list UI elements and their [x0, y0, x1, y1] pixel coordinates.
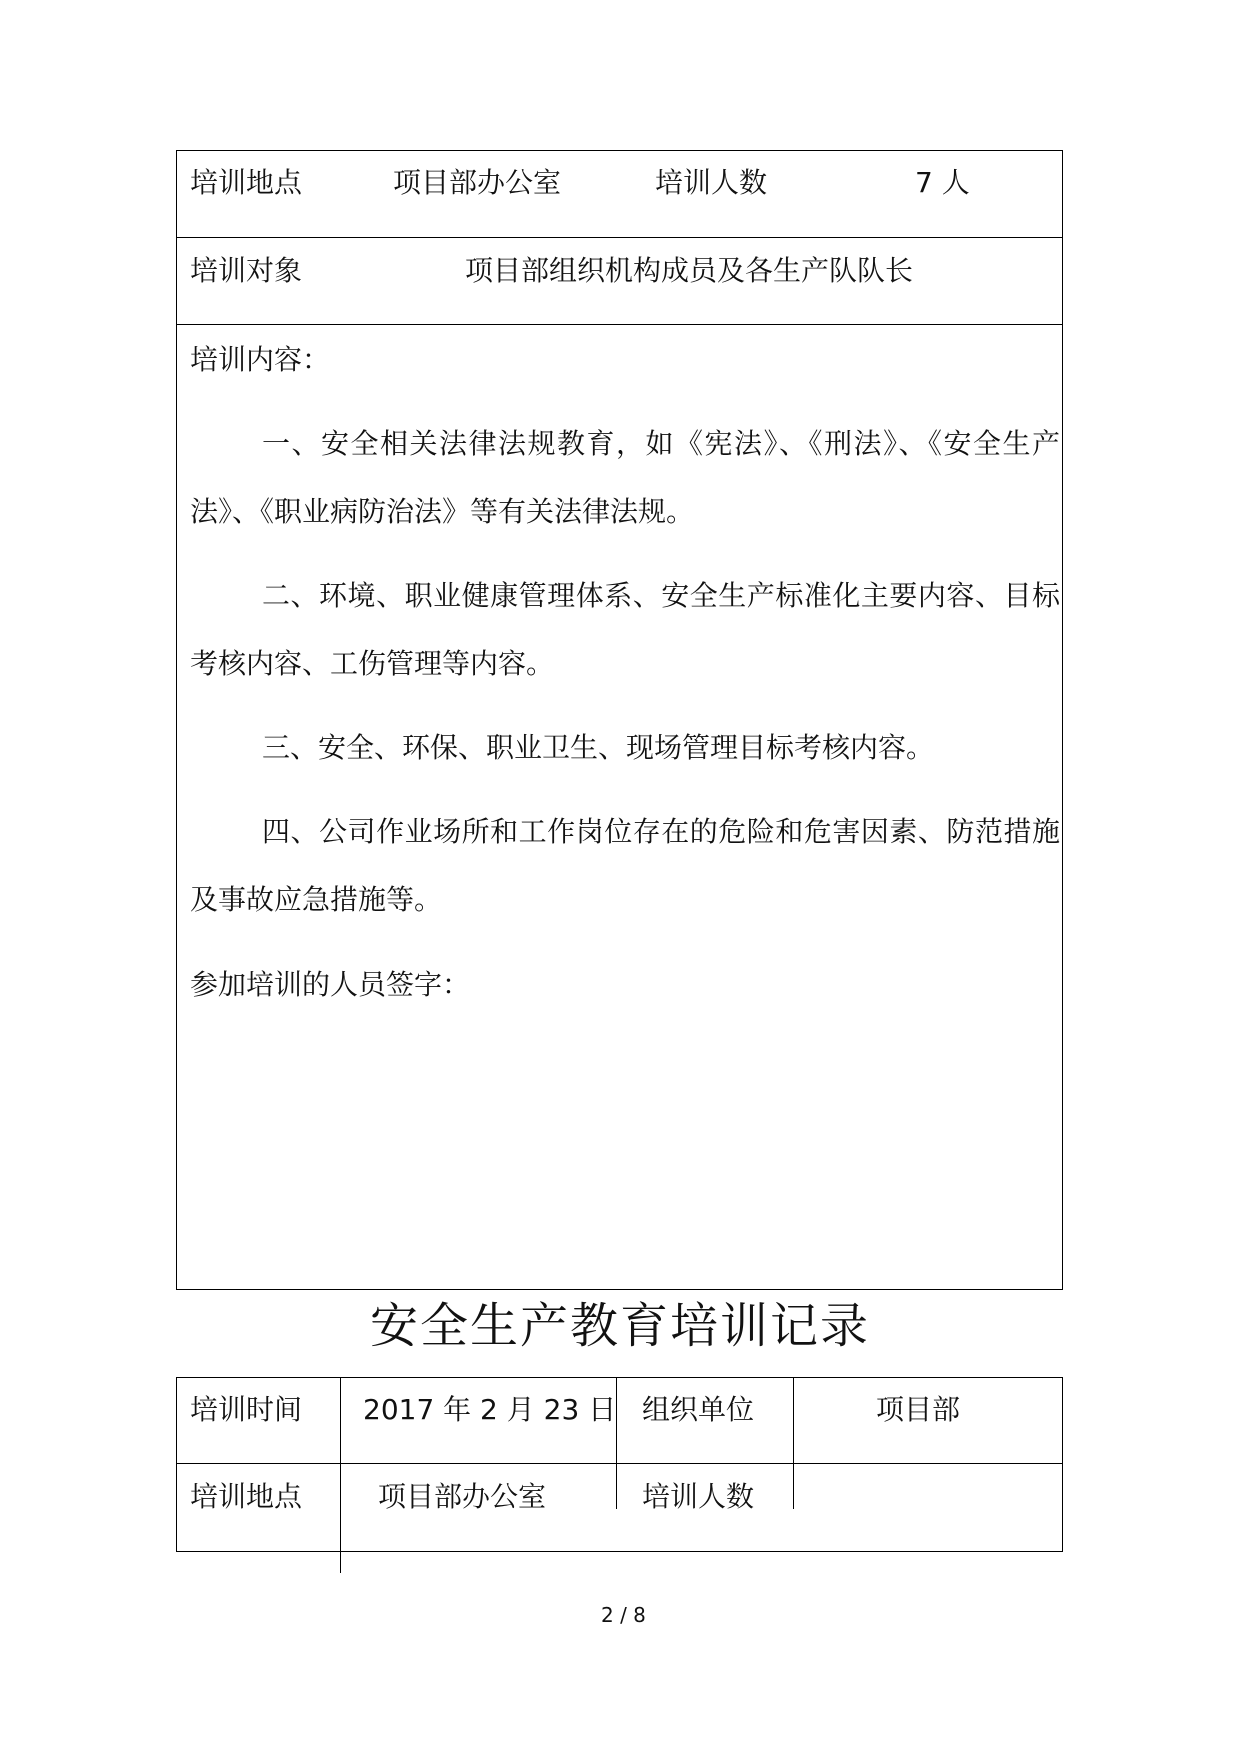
training-time-value: 2017 年 2 月 23 日 [363, 1393, 617, 1426]
table1-border-left [176, 150, 177, 1290]
organizer-label: 组织单位 [642, 1393, 755, 1426]
training-location-label-2: 培训地点 [190, 1480, 303, 1513]
table2-row1-bottom [176, 1463, 1063, 1464]
training-time-label: 培训时间 [190, 1393, 303, 1426]
training-count-label-2: 培训人数 [642, 1480, 755, 1513]
table2-border-right [1062, 1377, 1063, 1552]
table1-border-bottom [176, 1289, 1063, 1290]
content-item-3: 三、安全、环保、职业卫生、现场管理目标考核内容。 [262, 731, 935, 764]
training-content-heading: 培训内容： [190, 343, 331, 376]
training-location-value: 项目部办公室 [393, 166, 562, 199]
table2-col1-divider [340, 1377, 341, 1573]
table1-border-right [1062, 150, 1063, 1290]
table1-row2-bottom [176, 324, 1063, 325]
content-item-4: 四、公司作业场所和工作岗位存在的危险和危害因素、防范措施及事故应急措施等。 [190, 815, 1060, 916]
table2-col3-divider [793, 1377, 794, 1509]
table2-border-bottom [176, 1551, 1063, 1552]
table1-border-top [176, 150, 1063, 151]
content-item-2: 二、环境、职业健康管理体系、安全生产标准化主要内容、目标考核内容、工伤管理等内容。 [190, 579, 1060, 680]
training-location-label: 培训地点 [190, 166, 303, 199]
signature-label: 参加培训的人员签字： [190, 968, 471, 1001]
page-number: 2 / 8 [601, 1603, 646, 1627]
training-target-value: 项目部组织机构成员及各生产队队长 [465, 254, 914, 287]
training-count-label: 培训人数 [655, 166, 768, 199]
training-location-value-2: 项目部办公室 [378, 1480, 547, 1513]
content-item-1: 一、安全相关法律法规教育，如《宪法》、《刑法》、《安全生产法》、《职业病防治法》等有关法律法规。 [190, 427, 1060, 528]
organizer-value: 项目部 [876, 1393, 961, 1426]
training-target-label: 培训对象 [190, 254, 303, 287]
page-title: 安全生产教育培训记录 [370, 1298, 871, 1354]
table2-border-top [176, 1377, 1063, 1378]
table2-border-left [176, 1377, 177, 1552]
training-count-value: 7 人 [915, 166, 970, 199]
table1-row1-bottom [176, 237, 1063, 238]
